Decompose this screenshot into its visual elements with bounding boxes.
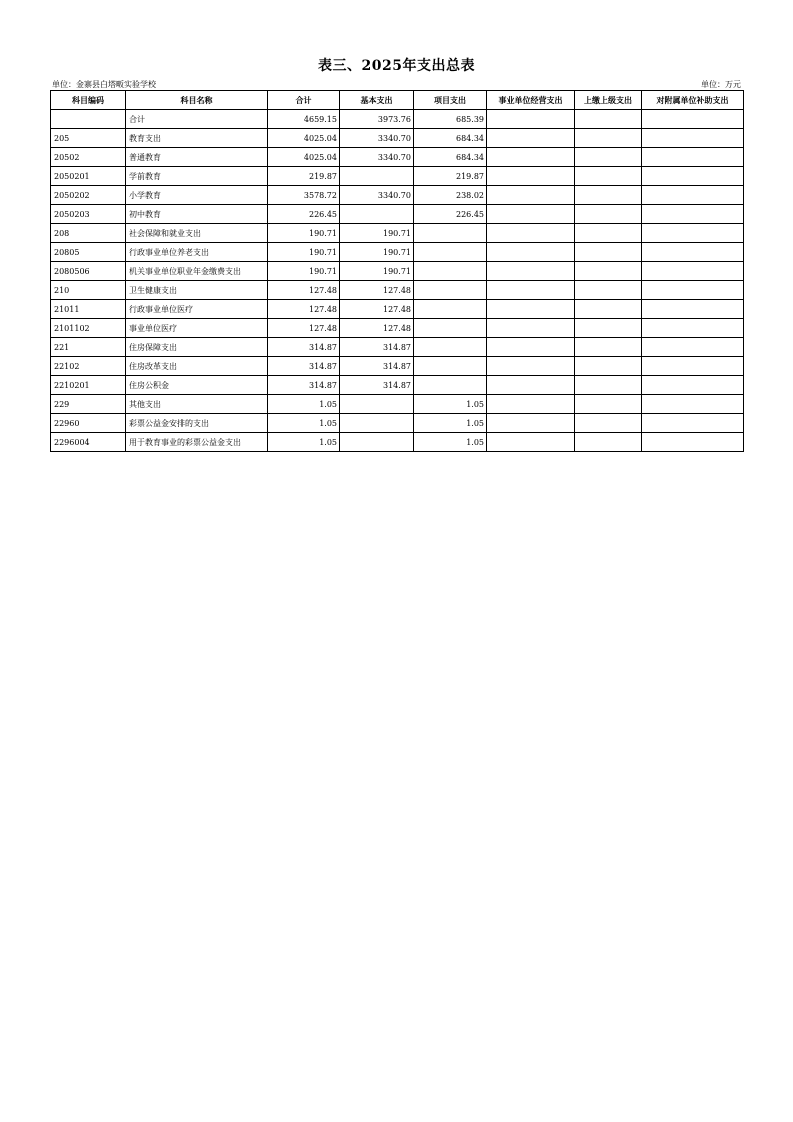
cell-subject-name: 普通教育 bbox=[126, 148, 268, 167]
table-row bbox=[51, 338, 744, 357]
cell-subject-code: 2101102 bbox=[51, 319, 126, 338]
cell-total: 190.71 bbox=[268, 243, 340, 262]
cell-basic: 127.48 bbox=[340, 319, 414, 338]
cell-project: 1.05 bbox=[414, 433, 487, 452]
cell-total: 314.87 bbox=[268, 376, 340, 395]
table-row bbox=[51, 148, 744, 167]
cell-basic: 190.71 bbox=[340, 243, 414, 262]
table-row bbox=[51, 205, 744, 224]
unit-label-organization: 单位：金寨县白塔畈实验学校 bbox=[52, 80, 156, 89]
cell-subject-code: 22102 bbox=[51, 357, 126, 376]
cell-subsidy bbox=[642, 357, 744, 376]
cell-subsidy bbox=[642, 395, 744, 414]
cell-total: 1.05 bbox=[268, 433, 340, 452]
cell-subject-code: 208 bbox=[51, 224, 126, 243]
cell-subject-name: 学前教育 bbox=[126, 167, 268, 186]
cell-operating bbox=[487, 110, 575, 129]
cell-basic: 190.71 bbox=[340, 224, 414, 243]
table-row bbox=[51, 281, 744, 300]
table-header-row bbox=[51, 91, 744, 110]
cell-upper bbox=[575, 186, 642, 205]
cell-total: 190.71 bbox=[268, 262, 340, 281]
cell-subject-name: 卫生健康支出 bbox=[126, 281, 268, 300]
cell-subject-name: 用于教育事业的彩票公益金支出 bbox=[126, 433, 268, 452]
cell-operating bbox=[487, 129, 575, 148]
cell-upper bbox=[575, 224, 642, 243]
cell-subject-name: 社会保障和就业支出 bbox=[126, 224, 268, 243]
cell-project bbox=[414, 281, 487, 300]
cell-project bbox=[414, 319, 487, 338]
cell-project: 1.05 bbox=[414, 414, 487, 433]
header-subject-code: 科目编码 bbox=[51, 91, 126, 110]
cell-subject-code: 229 bbox=[51, 395, 126, 414]
cell-upper bbox=[575, 110, 642, 129]
cell-total: 3578.72 bbox=[268, 186, 340, 205]
cell-operating bbox=[487, 357, 575, 376]
cell-operating bbox=[487, 433, 575, 452]
cell-subject-name: 其他支出 bbox=[126, 395, 268, 414]
header-operating: 事业单位经营支出 bbox=[487, 91, 575, 110]
cell-subject-name: 小学教育 bbox=[126, 186, 268, 205]
cell-subject-code: 205 bbox=[51, 129, 126, 148]
cell-subject-code: 2050201 bbox=[51, 167, 126, 186]
header-upper: 上缴上级支出 bbox=[575, 91, 642, 110]
table-body bbox=[51, 110, 744, 452]
cell-basic: 127.48 bbox=[340, 300, 414, 319]
cell-basic: 3340.70 bbox=[340, 129, 414, 148]
cell-subject-name: 住房保障支出 bbox=[126, 338, 268, 357]
cell-subject-code: 2050203 bbox=[51, 205, 126, 224]
cell-upper bbox=[575, 262, 642, 281]
cell-subject-name: 初中教育 bbox=[126, 205, 268, 224]
cell-subsidy bbox=[642, 338, 744, 357]
cell-subject-code: 20502 bbox=[51, 148, 126, 167]
cell-operating bbox=[487, 338, 575, 357]
cell-subsidy bbox=[642, 167, 744, 186]
cell-upper bbox=[575, 281, 642, 300]
cell-operating bbox=[487, 148, 575, 167]
cell-subsidy bbox=[642, 148, 744, 167]
cell-upper bbox=[575, 414, 642, 433]
cell-subsidy bbox=[642, 186, 744, 205]
cell-subsidy bbox=[642, 300, 744, 319]
cell-operating bbox=[487, 186, 575, 205]
cell-basic: 314.87 bbox=[340, 357, 414, 376]
cell-subject-code: 21011 bbox=[51, 300, 126, 319]
cell-project bbox=[414, 262, 487, 281]
cell-total: 127.48 bbox=[268, 281, 340, 300]
cell-basic bbox=[340, 395, 414, 414]
cell-total: 4025.04 bbox=[268, 129, 340, 148]
cell-total: 4025.04 bbox=[268, 148, 340, 167]
cell-subject-code: 22960 bbox=[51, 414, 126, 433]
cell-subject-code: 2296004 bbox=[51, 433, 126, 452]
cell-project: 226.45 bbox=[414, 205, 487, 224]
table-row bbox=[51, 357, 744, 376]
cell-upper bbox=[575, 376, 642, 395]
cell-operating bbox=[487, 205, 575, 224]
cell-total: 190.71 bbox=[268, 224, 340, 243]
table-row bbox=[51, 186, 744, 205]
cell-subsidy bbox=[642, 414, 744, 433]
cell-project bbox=[414, 300, 487, 319]
cell-subject-code: 20805 bbox=[51, 243, 126, 262]
cell-total: 226.45 bbox=[268, 205, 340, 224]
cell-subsidy bbox=[642, 129, 744, 148]
cell-project bbox=[414, 357, 487, 376]
cell-upper bbox=[575, 300, 642, 319]
cell-upper bbox=[575, 338, 642, 357]
cell-upper bbox=[575, 433, 642, 452]
table-row bbox=[51, 243, 744, 262]
cell-subsidy bbox=[642, 205, 744, 224]
table-row bbox=[51, 433, 744, 452]
cell-operating bbox=[487, 414, 575, 433]
table-row bbox=[51, 395, 744, 414]
cell-subsidy bbox=[642, 224, 744, 243]
cell-operating bbox=[487, 243, 575, 262]
table-row bbox=[51, 110, 744, 129]
table-row bbox=[51, 376, 744, 395]
cell-basic bbox=[340, 167, 414, 186]
cell-project bbox=[414, 376, 487, 395]
cell-subject-code bbox=[51, 110, 126, 129]
cell-subsidy bbox=[642, 281, 744, 300]
cell-total: 127.48 bbox=[268, 319, 340, 338]
cell-upper bbox=[575, 167, 642, 186]
table-row bbox=[51, 300, 744, 319]
cell-project bbox=[414, 338, 487, 357]
header-basic: 基本支出 bbox=[340, 91, 414, 110]
cell-subsidy bbox=[642, 243, 744, 262]
cell-total: 127.48 bbox=[268, 300, 340, 319]
cell-basic: 3973.76 bbox=[340, 110, 414, 129]
cell-project: 684.34 bbox=[414, 129, 487, 148]
cell-upper bbox=[575, 395, 642, 414]
header-subject-name: 科目名称 bbox=[126, 91, 268, 110]
cell-total: 314.87 bbox=[268, 357, 340, 376]
cell-basic bbox=[340, 205, 414, 224]
cell-project: 238.02 bbox=[414, 186, 487, 205]
cell-basic: 3340.70 bbox=[340, 186, 414, 205]
cell-basic: 127.48 bbox=[340, 281, 414, 300]
cell-project bbox=[414, 224, 487, 243]
table-row bbox=[51, 319, 744, 338]
header-subsidy: 对附属单位补助支出 bbox=[642, 91, 744, 110]
cell-basic bbox=[340, 414, 414, 433]
cell-subsidy bbox=[642, 262, 744, 281]
expenditure-table bbox=[50, 90, 744, 452]
cell-subsidy bbox=[642, 376, 744, 395]
cell-operating bbox=[487, 319, 575, 338]
cell-total: 4659.15 bbox=[268, 110, 340, 129]
cell-operating bbox=[487, 395, 575, 414]
page-title: 表三、2025年支出总表 bbox=[318, 58, 475, 74]
cell-upper bbox=[575, 243, 642, 262]
cell-subject-code: 2050202 bbox=[51, 186, 126, 205]
table-row bbox=[51, 129, 744, 148]
cell-subject-name: 住房公积金 bbox=[126, 376, 268, 395]
cell-upper bbox=[575, 148, 642, 167]
cell-operating bbox=[487, 281, 575, 300]
cell-total: 219.87 bbox=[268, 167, 340, 186]
cell-subject-name: 行政事业单位医疗 bbox=[126, 300, 268, 319]
cell-upper bbox=[575, 357, 642, 376]
cell-basic: 3340.70 bbox=[340, 148, 414, 167]
cell-subject-name: 住房改革支出 bbox=[126, 357, 268, 376]
cell-project: 685.39 bbox=[414, 110, 487, 129]
cell-subsidy bbox=[642, 433, 744, 452]
table-row bbox=[51, 414, 744, 433]
cell-upper bbox=[575, 205, 642, 224]
cell-upper bbox=[575, 129, 642, 148]
cell-project: 684.34 bbox=[414, 148, 487, 167]
cell-basic: 314.87 bbox=[340, 338, 414, 357]
header-project: 项目支出 bbox=[414, 91, 487, 110]
table-row bbox=[51, 262, 744, 281]
cell-subject-name: 机关事业单位职业年金缴费支出 bbox=[126, 262, 268, 281]
unit-label-currency: 单位：万元 bbox=[701, 80, 741, 89]
cell-subject-code: 221 bbox=[51, 338, 126, 357]
cell-total: 1.05 bbox=[268, 395, 340, 414]
cell-subsidy bbox=[642, 319, 744, 338]
cell-project: 219.87 bbox=[414, 167, 487, 186]
cell-subject-name: 教育支出 bbox=[126, 129, 268, 148]
cell-project bbox=[414, 243, 487, 262]
cell-subject-name: 合计 bbox=[126, 110, 268, 129]
cell-operating bbox=[487, 167, 575, 186]
cell-basic: 314.87 bbox=[340, 376, 414, 395]
cell-upper bbox=[575, 319, 642, 338]
table-row bbox=[51, 167, 744, 186]
header-total: 合计 bbox=[268, 91, 340, 110]
cell-operating bbox=[487, 376, 575, 395]
table-row bbox=[51, 224, 744, 243]
cell-operating bbox=[487, 300, 575, 319]
cell-subsidy bbox=[642, 110, 744, 129]
cell-subject-code: 210 bbox=[51, 281, 126, 300]
cell-subject-code: 2210201 bbox=[51, 376, 126, 395]
cell-project: 1.05 bbox=[414, 395, 487, 414]
cell-subject-code: 2080506 bbox=[51, 262, 126, 281]
cell-subject-name: 事业单位医疗 bbox=[126, 319, 268, 338]
cell-operating bbox=[487, 262, 575, 281]
cell-basic: 190.71 bbox=[340, 262, 414, 281]
cell-subject-name: 行政事业单位养老支出 bbox=[126, 243, 268, 262]
cell-subject-name: 彩票公益金安排的支出 bbox=[126, 414, 268, 433]
cell-total: 314.87 bbox=[268, 338, 340, 357]
cell-basic bbox=[340, 433, 414, 452]
cell-total: 1.05 bbox=[268, 414, 340, 433]
cell-operating bbox=[487, 224, 575, 243]
